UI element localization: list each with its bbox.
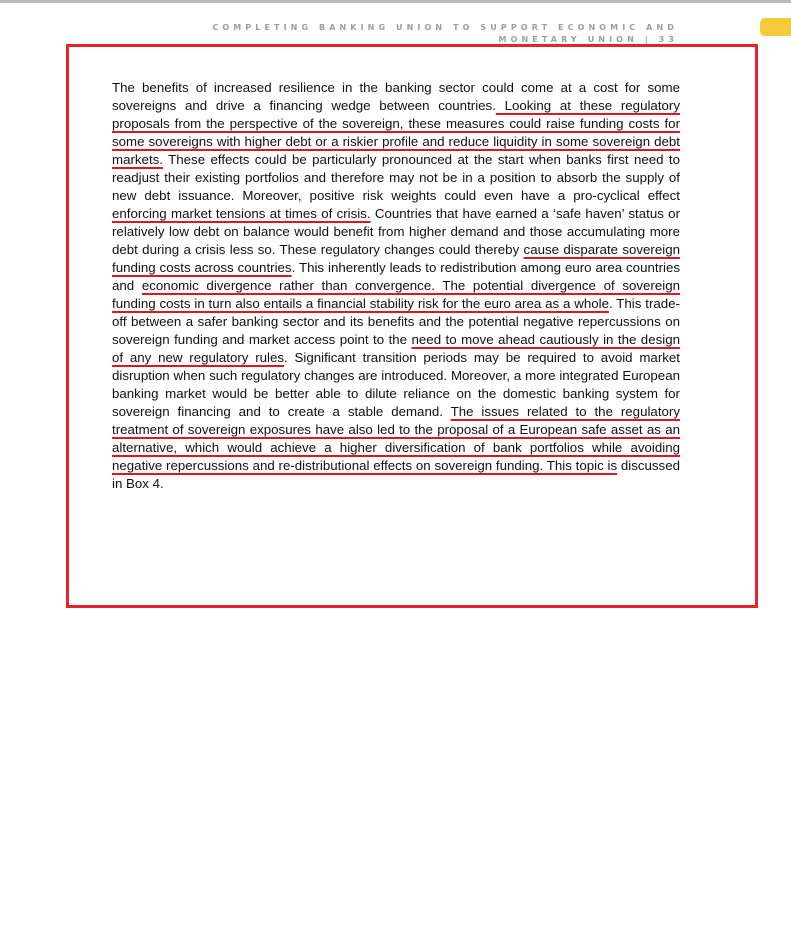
page-tab-marker bbox=[760, 18, 791, 36]
highlighted-text-segment: economic divergence rather than convergence. The potential divergence of sovereign funding costs in turn also entails a financial stability risk for the euro area as a whole bbox=[112, 278, 680, 311]
top-border bbox=[0, 0, 791, 3]
body-paragraph bbox=[112, 79, 680, 493]
text-segment: . This trade-off between a safer banking sector and its benefits and the potential negative repercussions on sovereign funding and market access point to the bbox=[112, 296, 680, 347]
highlighted-text-segment: The issues related to the regulatory treatment of sovereign exposures have also led to the proposal of a European safe asset as an alternative, which would achieve a higher diversification of bank portfolios while avoiding negative repercussions and re-distributional effects on sovereign funding. This topic is bbox=[112, 404, 680, 473]
text-segment: The benefits of increased resilience in the banking sector could come at a cost for some sovereigns and drive a financing wedge between countries. bbox=[112, 80, 680, 113]
text-segment: Countries that have earned a ‘safe haven’ status or relatively low debt on balance would benefit from higher demand and those accumulating more debt during a crisis less so. These regulatory changes could thereby bbox=[112, 206, 681, 257]
text-segment: . Significant transition periods may be required to avoid market disruption when such regulatory changes are introduced. Moreover, a more integrated European banking market would be better able to dilute reliance on the domestic banking system for sovereign financing and to create a stable demand. bbox=[112, 350, 680, 419]
text-segment: discussed in Box 4. bbox=[112, 458, 680, 491]
highlighted-text-segment: enforcing market tensions at times of crisis. bbox=[112, 206, 371, 221]
text-segment: . This inherently leads to redistribution among euro area countries and bbox=[112, 260, 680, 293]
highlighted-text-segment: cause disparate sovereign funding costs across countries bbox=[112, 242, 680, 275]
running-header: COMPLETING BANKING UNION TO SUPPORT ECONOMIC AND MONETARY UNION | 33 bbox=[212, 23, 678, 44]
highlighted-text-segment: Looking at these regulatory proposals from the perspective of the sovereign, these measures could raise funding costs for some sovereigns with higher debt or a riskier profile and reduce liquidity in some sovereign debt markets. bbox=[112, 98, 680, 167]
highlighted-text-segment: need to move ahead cautiously in the design of any new regulatory rules bbox=[112, 332, 680, 365]
text-segment: These effects could be particularly pronounced at the start when banks first need to readjust their existing portfolios and therefore may not be in a position to absorb the supply of new debt issuance. Moreover, positive risk weights could even have a pro-cyclical effect bbox=[112, 152, 680, 203]
